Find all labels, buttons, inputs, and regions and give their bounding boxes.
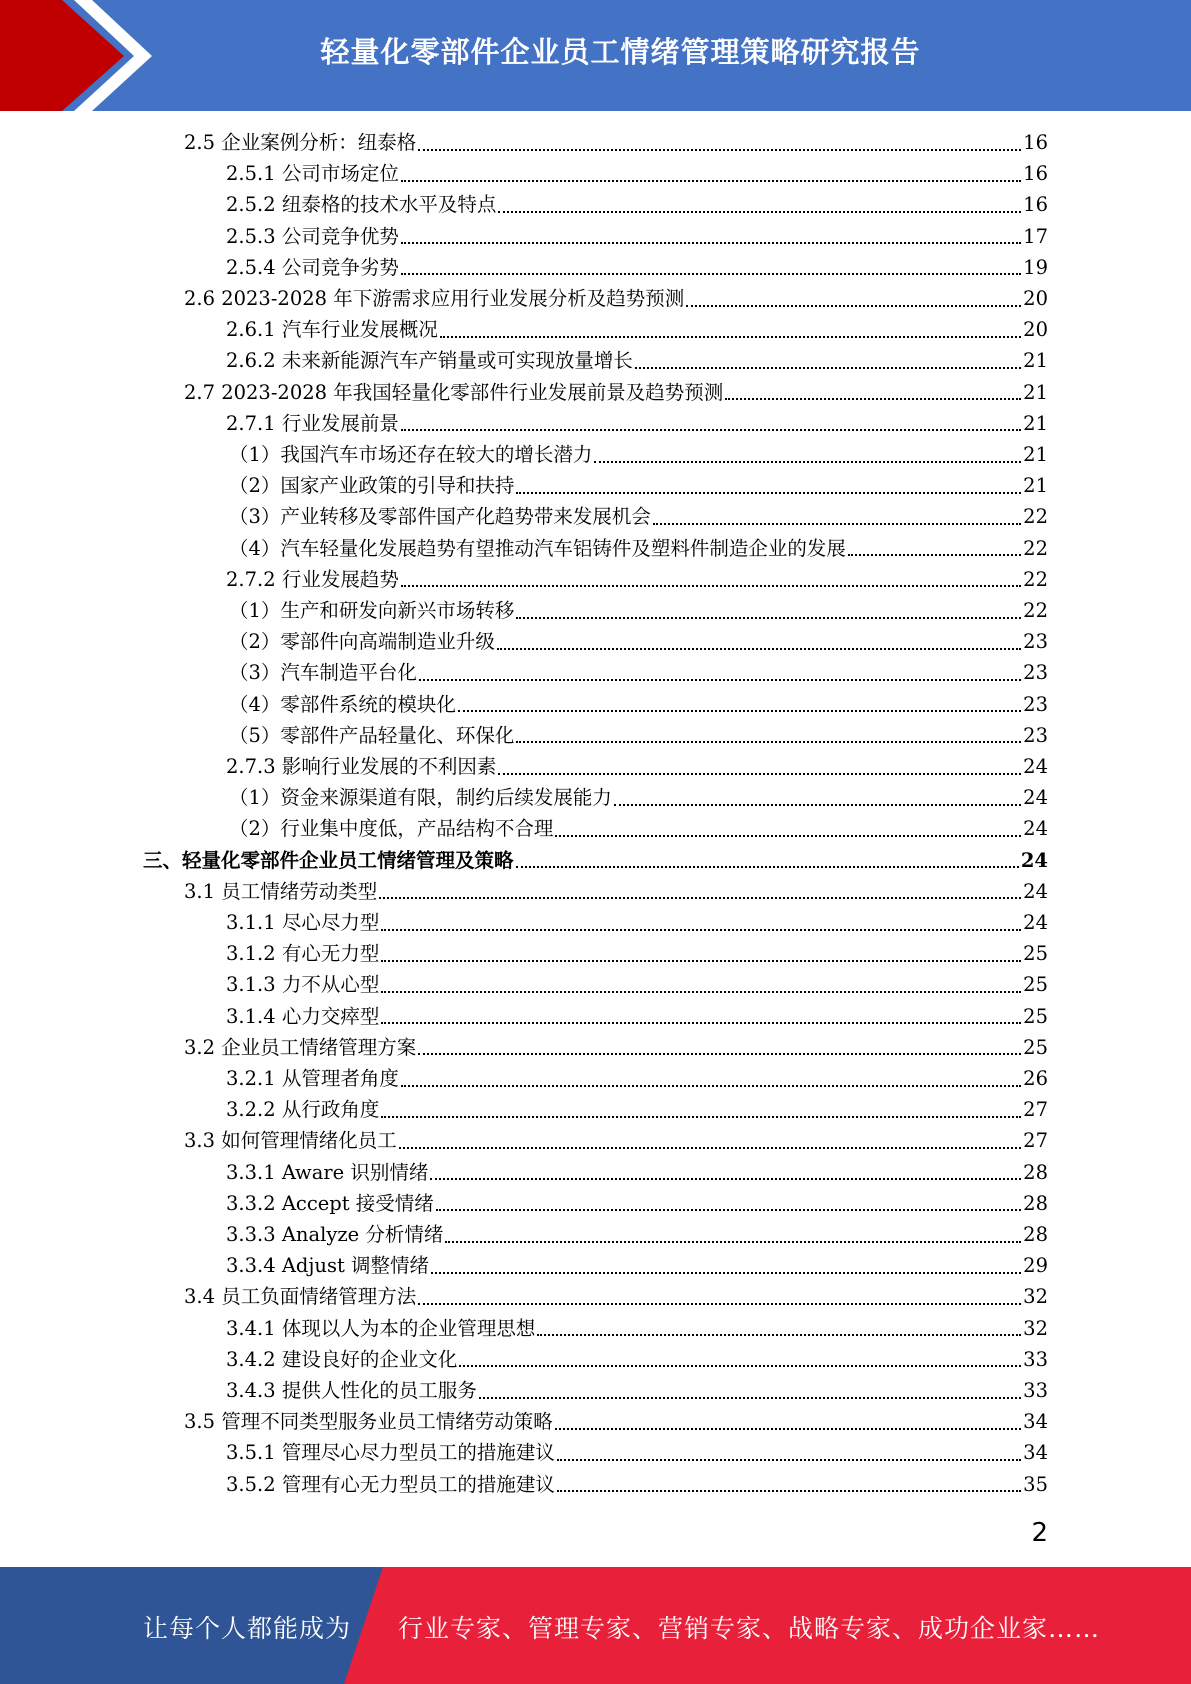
toc-entry-title: 三、轻量化零部件企业员工情绪管理及策略 [143,848,514,872]
toc-leader-dots [848,554,1021,556]
toc-entry[interactable] [226,1344,1048,1375]
toc-entry-page: 34 [1023,1410,1048,1434]
toc-entry-page: 21 [1023,443,1048,466]
toc-entry[interactable] [229,720,1048,751]
toc-entry-title: （2）零部件向高端制造业升级 [229,630,495,654]
toc-entry-title: 2.6 2023-2028 年下游需求应用行业发展分析及趋势预测 [184,287,685,310]
toc-entry-page: 24 [1023,786,1048,810]
toc-leader-dots [516,492,1021,494]
toc-entry[interactable] [229,689,1048,720]
toc-entry[interactable] [226,1250,1048,1281]
toc-leader-dots [635,367,1021,369]
toc-leader-dots [557,1490,1021,1492]
toc-leader-dots [401,585,1021,587]
toc-entry[interactable] [184,876,1048,907]
toc-entry[interactable] [229,501,1048,532]
toc-entry-title: （1）生产和研发向新兴市场转移 [229,599,515,622]
toc-entry[interactable] [184,1125,1048,1156]
toc-entry-title: 3.1.2 有心无力型 [226,942,380,966]
toc-leader-dots [498,773,1021,775]
toc-entry-page: 29 [1023,1254,1048,1278]
toc-entry[interactable] [226,751,1048,782]
toc-entry-page: 28 [1023,1191,1048,1215]
toc-leader-dots [686,305,1021,307]
footer-slogan-right: 行业专家、管理专家、营销专家、战略专家、成功企业家…… [398,1614,1101,1643]
toc-entry[interactable] [226,408,1048,439]
toc-leader-dots [594,461,1021,463]
toc-entry-page: 33 [1023,1379,1048,1402]
toc-leader-dots [537,1334,1021,1336]
toc-leader-dots [458,710,1021,712]
toc-entry-page: 24 [1023,879,1048,903]
toc-entry[interactable] [229,439,1048,470]
toc-entry-page: 24 [1023,817,1048,841]
toc-entry-page: 22 [1023,505,1048,529]
toc-leader-dots [614,804,1021,806]
toc-entry-title: 2.7.1 行业发展前景 [226,411,399,435]
toc-entry-page: 25 [1023,1004,1048,1028]
toc-entry-title: 2.5 企业案例分析：纽泰格 [184,131,417,154]
toc-entry-title: 3.4 员工负面情绪管理方法 [184,1285,417,1309]
toc-entry[interactable] [226,221,1048,252]
toc-entry-title: （1）资金来源渠道有限，制约后续发展能力 [229,786,612,810]
toc-entry-title: 3.5.2 管理有心无力型员工的措施建议 [226,1472,555,1496]
toc-entry-title: 3.4.1 体现以人为本的企业管理思想 [226,1316,536,1340]
toc-leader-dots [401,429,1021,431]
toc-leader-dots [445,1241,1021,1243]
toc-leader-dots [498,211,1021,213]
toc-leader-dots [381,1022,1021,1024]
toc-entry[interactable] [226,252,1048,283]
toc-leader-dots [440,336,1021,338]
toc-entry-title: 2.7 2023-2028 年我国轻量化零部件行业发展前景及趋势预测 [184,380,724,404]
toc-entry[interactable] [229,657,1048,688]
toc-leader-dots [379,897,1021,899]
toc-entry-title: 3.2.1 从管理者角度 [226,1067,399,1090]
toc-entry-page: 34 [1023,1441,1048,1465]
toc-entry-title: 3.4.3 提供人性化的员工服务 [226,1379,477,1402]
toc-entry-title: 3.1.4 心力交瘁型 [226,1004,380,1028]
toc-entry-page: 24 [1023,755,1048,778]
toc-entry-title: 3.2.2 从行政角度 [226,1098,380,1122]
toc-entry-page: 24 [1020,848,1048,872]
toc-entry-title: 3.3.4 Adjust 调整情绪 [226,1254,430,1278]
toc-leader-dots [418,149,1021,151]
toc-entry-title: （2）行业集中度低，产品结构不合理 [229,817,554,841]
toc-entry-title: （3）产业转移及零部件国产化趋势带来发展机会 [229,505,651,529]
toc-entry-page: 16 [1023,162,1048,186]
toc-leader-dots [401,1085,1021,1087]
toc-leader-dots [381,960,1021,962]
toc-entry[interactable] [226,1313,1048,1344]
toc-entry[interactable] [229,470,1048,501]
toc-entry-page: 25 [1023,1035,1048,1059]
toc-entry-title: 3.2 企业员工情绪管理方案 [184,1035,417,1059]
toc-leader-dots [516,741,1021,743]
toc-entry-title: （4）零部件系统的模块化 [229,692,456,716]
report-title: 轻量化零部件企业员工情绪管理策略研究报告 [320,35,921,69]
toc-leader-dots [557,1459,1021,1461]
toc-leader-dots [431,1272,1021,1274]
toc-entry[interactable] [226,1375,1048,1406]
toc-entry[interactable] [143,845,1048,876]
toc-entry[interactable] [226,1437,1048,1468]
toc-entry[interactable] [226,1094,1048,1125]
toc-entry-page: 23 [1023,692,1048,716]
toc-leader-dots [459,1365,1021,1367]
toc-entry[interactable] [226,1219,1048,1250]
toc-entry[interactable] [226,969,1048,1000]
toc-entry[interactable] [226,1001,1048,1032]
toc-leader-dots [419,679,1021,681]
toc-entry-page: 20 [1023,318,1048,342]
toc-entry-title: 2.5.1 公司市场定位 [226,162,399,186]
toc-entry[interactable] [226,1063,1048,1094]
toc-leader-dots [381,991,1021,993]
toc-entry-title: （3）汽车制造平台化 [229,661,417,685]
toc-entry[interactable] [229,813,1048,844]
toc-leader-dots [516,617,1021,619]
toc-leader-dots [418,1303,1021,1305]
toc-entry-page: 26 [1023,1067,1048,1090]
toc-entry[interactable] [184,127,1048,158]
toc-entry-title: 3.3.3 Analyze 分析情绪 [226,1223,444,1246]
toc-leader-dots [401,273,1021,275]
toc-entry[interactable] [229,533,1048,564]
toc-entry-page: 32 [1023,1316,1048,1340]
toc-entry-page: 22 [1023,536,1048,560]
toc-leader-dots [653,523,1021,525]
toc-leader-dots [418,1053,1021,1055]
toc-entry[interactable] [226,1469,1048,1500]
toc-entry-title: 2.6.2 未来新能源汽车产销量或可实现放量增长 [226,349,633,373]
toc-entry[interactable] [226,158,1048,189]
toc-entry[interactable] [226,1188,1048,1219]
toc-entry-title: 2.5.3 公司竞争优势 [226,224,399,248]
toc-leader-dots [381,929,1021,931]
toc-entry-title: （5）零部件产品轻量化、环保化 [229,723,515,747]
toc-entry-page: 23 [1023,723,1048,747]
page-header [0,0,1191,111]
toc-entry[interactable] [226,907,1048,938]
toc-entry-page: 27 [1023,1129,1048,1153]
toc-entry-page: 17 [1023,224,1048,248]
toc-leader-dots [399,1147,1021,1149]
toc-entry-title: 3.4.2 建设良好的企业文化 [226,1347,458,1371]
toc-entry-page: 25 [1023,973,1048,997]
toc-leader-dots [479,1397,1021,1399]
toc-entry-title: 3.5 管理不同类型服务业员工情绪劳动策略 [184,1410,553,1434]
toc-leader-dots [555,835,1021,837]
toc-leader-dots [555,1428,1021,1430]
toc-entry[interactable] [184,1281,1048,1312]
toc-entry-page: 28 [1023,1160,1048,1184]
toc-entry-page: 24 [1023,911,1048,934]
toc-leader-dots [497,648,1021,650]
toc-entry[interactable] [184,1406,1048,1437]
toc-entry-title: （4）汽车轻量化发展趋势有望推动汽车铝铸件及塑料件制造企业的发展 [229,536,846,560]
page-footer [0,1567,1191,1684]
toc-entry-title: 3.1 员工情绪劳动类型 [184,879,378,903]
toc-entry-title: 3.3.2 Accept 接受情绪 [226,1191,434,1215]
toc-entry-title: 3.3 如何管理情绪化员工 [184,1129,397,1153]
toc-leader-dots [430,1178,1021,1180]
toc-entry-title: 2.5.2 纽泰格的技术水平及特点 [226,193,497,217]
toc-entry-title: 3.5.1 管理尽心尽力型员工的措施建议 [226,1441,555,1465]
toc-entry-page: 16 [1023,193,1048,217]
toc-entry-page: 21 [1023,411,1048,435]
toc-entry[interactable] [226,938,1048,969]
toc-entry[interactable] [226,564,1048,595]
toc-entry[interactable] [184,377,1048,408]
toc-entry-title: 3.3.1 Aware 识别情绪 [226,1160,429,1184]
toc-entry[interactable] [226,189,1048,220]
page-number: 2 [1031,1518,1048,1548]
toc-entry-page: 16 [1023,131,1048,154]
toc-entry-title: 3.1.1 尽心尽力型 [226,911,380,934]
toc-entry-page: 22 [1023,567,1048,591]
toc-leader-dots [381,1116,1021,1118]
toc-entry-title: 2.5.4 公司竞争劣势 [226,255,399,279]
toc-entry[interactable] [226,314,1048,345]
toc-entry-title: 2.7.2 行业发展趋势 [226,567,399,591]
toc-entry-page: 21 [1023,474,1048,498]
toc-entry-title: 2.6.1 汽车行业发展概况 [226,318,438,342]
toc-leader-dots [401,242,1021,244]
toc-entry[interactable] [229,782,1048,813]
toc-entry-page: 27 [1023,1098,1048,1122]
toc-entry-page: 33 [1023,1347,1048,1371]
toc-entry-page: 25 [1023,942,1048,966]
toc-leader-dots [436,1209,1021,1211]
toc-entry-page: 28 [1023,1223,1048,1246]
toc-entry-title: 3.1.3 力不从心型 [226,973,380,997]
toc-entry-page: 23 [1023,661,1048,685]
toc-entry-title: （2）国家产业政策的引导和扶持 [229,474,515,498]
toc-entry[interactable] [226,345,1048,376]
toc-leader-dots [516,866,1019,868]
toc-entry-page: 21 [1023,349,1048,373]
toc-entry-title: 2.7.3 影响行业发展的不利因素 [226,755,497,778]
toc-entry[interactable] [184,1032,1048,1063]
toc-entry-page: 21 [1023,380,1048,404]
toc-entry[interactable] [229,595,1048,626]
toc-leader-dots [725,398,1021,400]
toc-entry-page: 23 [1023,630,1048,654]
toc-entry[interactable] [226,1157,1048,1188]
toc-entry[interactable] [229,626,1048,657]
toc-entry-page: 32 [1023,1285,1048,1309]
toc-entry-title: （1）我国汽车市场还存在较大的增长潜力 [229,443,593,466]
toc-leader-dots [401,180,1021,182]
toc-entry-page: 19 [1023,255,1048,279]
toc-entry-page: 22 [1023,599,1048,622]
footer-slogan-left: 让每个人都能成为 [143,1614,352,1643]
toc-entry-page: 35 [1023,1472,1048,1496]
toc-entry-page: 20 [1023,287,1048,310]
toc-entry[interactable] [184,283,1048,314]
